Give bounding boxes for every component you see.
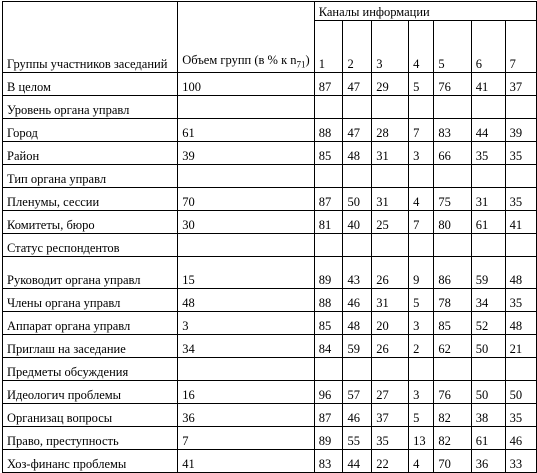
- section-label: Статус респондентов: [3, 234, 178, 257]
- group-label: Хоз-финанс проблемы: [3, 450, 178, 473]
- channel-value-cell: 85: [314, 312, 343, 335]
- section-label: Уровень органа управл: [3, 96, 178, 119]
- empty-cell: [434, 234, 471, 257]
- channel-value-cell: 76: [434, 73, 471, 96]
- channel-value-cell: 22: [372, 450, 409, 473]
- channels-table: [2, 1, 537, 473]
- channel-value-cell: 89: [314, 257, 343, 289]
- channel-value-cell: 50: [505, 381, 536, 404]
- channel-value-cell: 55: [343, 427, 372, 450]
- table-row: [3, 142, 537, 165]
- volume-header-subscript: 71: [296, 59, 306, 69]
- channel-number: 1: [314, 21, 343, 73]
- channel-value-cell: 83: [434, 119, 471, 142]
- channel-value-cell: 47: [343, 119, 372, 142]
- channel-value-cell: 85: [434, 312, 471, 335]
- volume-cell: 15: [178, 257, 314, 289]
- channel-value-cell: 4: [409, 450, 434, 473]
- channel-value-cell: 35: [372, 427, 409, 450]
- channel-value-cell: 31: [372, 142, 409, 165]
- channel-value-cell: 61: [471, 427, 505, 450]
- channel-value-cell: 2: [409, 335, 434, 358]
- group-label: Идеологич проблемы: [3, 381, 178, 404]
- channel-value-cell: 44: [343, 450, 372, 473]
- channel-value-cell: 80: [434, 211, 471, 234]
- volume-cell: 34: [178, 335, 314, 358]
- table-row: [3, 335, 537, 358]
- channel-value-cell: 5: [409, 289, 434, 312]
- channel-value-cell: 46: [505, 427, 536, 450]
- channel-value-cell: 96: [314, 381, 343, 404]
- channel-value-cell: 46: [343, 289, 372, 312]
- empty-cell: [178, 234, 314, 257]
- empty-cell: [505, 358, 536, 381]
- empty-cell: [372, 358, 409, 381]
- volume-cell: 100: [178, 73, 314, 96]
- group-label: Руководит органа управл: [3, 257, 178, 289]
- channel-value-cell: 35: [505, 142, 536, 165]
- volume-cell: 48: [178, 289, 314, 312]
- table-row: [3, 188, 537, 211]
- channel-value-cell: 34: [471, 289, 505, 312]
- channel-value-cell: 38: [471, 404, 505, 427]
- channel-value-cell: 4: [409, 188, 434, 211]
- channel-value-cell: 44: [471, 119, 505, 142]
- section-row: [3, 96, 537, 119]
- channel-value-cell: 29: [372, 73, 409, 96]
- channel-value-cell: 35: [505, 188, 536, 211]
- channel-number: 6: [471, 21, 505, 73]
- empty-cell: [372, 96, 409, 119]
- channel-value-cell: 76: [434, 381, 471, 404]
- channel-value-cell: 82: [434, 427, 471, 450]
- channel-value-cell: 28: [372, 119, 409, 142]
- channel-value-cell: 87: [314, 188, 343, 211]
- channel-value-cell: 59: [471, 257, 505, 289]
- channel-value-cell: 46: [343, 404, 372, 427]
- channel-value-cell: 87: [314, 73, 343, 96]
- group-label: Организац вопросы: [3, 404, 178, 427]
- empty-cell: [505, 165, 536, 188]
- channel-value-cell: 50: [343, 188, 372, 211]
- channel-value-cell: 84: [314, 335, 343, 358]
- channel-value-cell: 86: [434, 257, 471, 289]
- channel-value-cell: 5: [409, 404, 434, 427]
- group-label: В целом: [3, 73, 178, 96]
- channel-value-cell: 26: [372, 257, 409, 289]
- volume-cell: 3: [178, 312, 314, 335]
- channel-value-cell: 83: [314, 450, 343, 473]
- empty-cell: [314, 165, 343, 188]
- empty-cell: [434, 96, 471, 119]
- channel-value-cell: 31: [372, 188, 409, 211]
- volume-cell: 70: [178, 188, 314, 211]
- channel-value-cell: 39: [505, 119, 536, 142]
- empty-cell: [471, 358, 505, 381]
- group-column-header: Группы участников заседаний: [3, 2, 178, 73]
- channel-value-cell: 31: [471, 188, 505, 211]
- channel-value-cell: 37: [372, 404, 409, 427]
- empty-cell: [178, 96, 314, 119]
- volume-cell: 41: [178, 450, 314, 473]
- channel-value-cell: 82: [434, 404, 471, 427]
- volume-cell: 30: [178, 211, 314, 234]
- channel-value-cell: 48: [505, 312, 536, 335]
- channel-value-cell: 61: [471, 211, 505, 234]
- group-label: Члены органа управл: [3, 289, 178, 312]
- volume-cell: 36: [178, 404, 314, 427]
- channel-value-cell: 25: [372, 211, 409, 234]
- volume-cell: 16: [178, 381, 314, 404]
- group-label: Город: [3, 119, 178, 142]
- channel-value-cell: 9: [409, 257, 434, 289]
- channel-value-cell: 59: [343, 335, 372, 358]
- channel-number: 2: [343, 21, 372, 73]
- table-row: [3, 73, 537, 96]
- channel-value-cell: 13: [409, 427, 434, 450]
- channel-value-cell: 41: [505, 211, 536, 234]
- channels-header: Каналы информации: [314, 2, 536, 21]
- empty-cell: [434, 165, 471, 188]
- channel-number: 5: [434, 21, 471, 73]
- empty-cell: [314, 96, 343, 119]
- group-label: Право, преступность: [3, 427, 178, 450]
- channel-value-cell: 88: [314, 289, 343, 312]
- volume-cell: 61: [178, 119, 314, 142]
- channel-value-cell: 52: [471, 312, 505, 335]
- channel-value-cell: 85: [314, 142, 343, 165]
- channel-value-cell: 3: [409, 381, 434, 404]
- channel-number: 4: [409, 21, 434, 73]
- table-row: [3, 312, 537, 335]
- empty-cell: [409, 165, 434, 188]
- table-row: [3, 257, 537, 289]
- volume-cell: 39: [178, 142, 314, 165]
- empty-cell: [343, 165, 372, 188]
- channel-value-cell: 5: [409, 73, 434, 96]
- channel-value-cell: 7: [409, 119, 434, 142]
- section-row: [3, 358, 537, 381]
- empty-cell: [409, 96, 434, 119]
- empty-cell: [471, 234, 505, 257]
- channel-number: 3: [372, 21, 409, 73]
- empty-cell: [409, 234, 434, 257]
- channel-value-cell: 48: [505, 257, 536, 289]
- channel-value-cell: 48: [343, 312, 372, 335]
- channel-value-cell: 66: [434, 142, 471, 165]
- table-row: [3, 381, 537, 404]
- table-row: [3, 404, 537, 427]
- channel-value-cell: 87: [314, 404, 343, 427]
- empty-cell: [372, 234, 409, 257]
- header-row-top: [3, 2, 537, 21]
- channel-value-cell: 21: [505, 335, 536, 358]
- empty-cell: [409, 358, 434, 381]
- channel-value-cell: 89: [314, 427, 343, 450]
- empty-cell: [343, 358, 372, 381]
- channel-value-cell: 35: [505, 289, 536, 312]
- table-body: [3, 2, 537, 473]
- channel-value-cell: 36: [471, 450, 505, 473]
- channel-value-cell: 62: [434, 335, 471, 358]
- channel-value-cell: 47: [343, 73, 372, 96]
- volume-header-end: ): [305, 52, 310, 67]
- channel-value-cell: 3: [409, 312, 434, 335]
- empty-cell: [314, 234, 343, 257]
- channel-value-cell: 75: [434, 188, 471, 211]
- channel-value-cell: 37: [505, 73, 536, 96]
- channel-value-cell: 41: [471, 73, 505, 96]
- channel-value-cell: 3: [409, 142, 434, 165]
- empty-cell: [343, 96, 372, 119]
- channel-value-cell: 70: [434, 450, 471, 473]
- channel-value-cell: 35: [505, 404, 536, 427]
- channel-value-cell: 7: [409, 211, 434, 234]
- channel-value-cell: 48: [343, 142, 372, 165]
- table-row: [3, 119, 537, 142]
- table-row: [3, 289, 537, 312]
- empty-cell: [372, 165, 409, 188]
- empty-cell: [505, 234, 536, 257]
- group-label: Пленумы, сессии: [3, 188, 178, 211]
- channel-value-cell: 31: [372, 289, 409, 312]
- volume-column-header: [178, 2, 314, 73]
- channel-value-cell: 88: [314, 119, 343, 142]
- channel-number: 7: [505, 21, 536, 73]
- table-row: [3, 211, 537, 234]
- table-row: [3, 427, 537, 450]
- channel-value-cell: 40: [343, 211, 372, 234]
- empty-cell: [343, 234, 372, 257]
- group-label: Комитеты, бюро: [3, 211, 178, 234]
- section-label: Тип органа управл: [3, 165, 178, 188]
- channel-value-cell: 50: [471, 381, 505, 404]
- channel-value-cell: 26: [372, 335, 409, 358]
- empty-cell: [178, 165, 314, 188]
- empty-cell: [178, 358, 314, 381]
- empty-cell: [434, 358, 471, 381]
- channel-value-cell: 20: [372, 312, 409, 335]
- group-label: Приглаш на заседание: [3, 335, 178, 358]
- group-label: Аппарат органа управл: [3, 312, 178, 335]
- channel-value-cell: 57: [343, 381, 372, 404]
- empty-cell: [505, 96, 536, 119]
- channel-value-cell: 35: [471, 142, 505, 165]
- table-row: [3, 450, 537, 473]
- channel-value-cell: 81: [314, 211, 343, 234]
- empty-cell: [471, 165, 505, 188]
- channel-value-cell: 43: [343, 257, 372, 289]
- group-label: Район: [3, 142, 178, 165]
- empty-cell: [471, 96, 505, 119]
- volume-cell: 7: [178, 427, 314, 450]
- section-row: [3, 234, 537, 257]
- channel-value-cell: 50: [471, 335, 505, 358]
- section-row: [3, 165, 537, 188]
- channel-value-cell: 27: [372, 381, 409, 404]
- volume-header-text: Объем групп (в % к n: [182, 52, 297, 67]
- channel-value-cell: 78: [434, 289, 471, 312]
- channel-value-cell: 33: [505, 450, 536, 473]
- empty-cell: [314, 358, 343, 381]
- section-label: Предметы обсуждения: [3, 358, 178, 381]
